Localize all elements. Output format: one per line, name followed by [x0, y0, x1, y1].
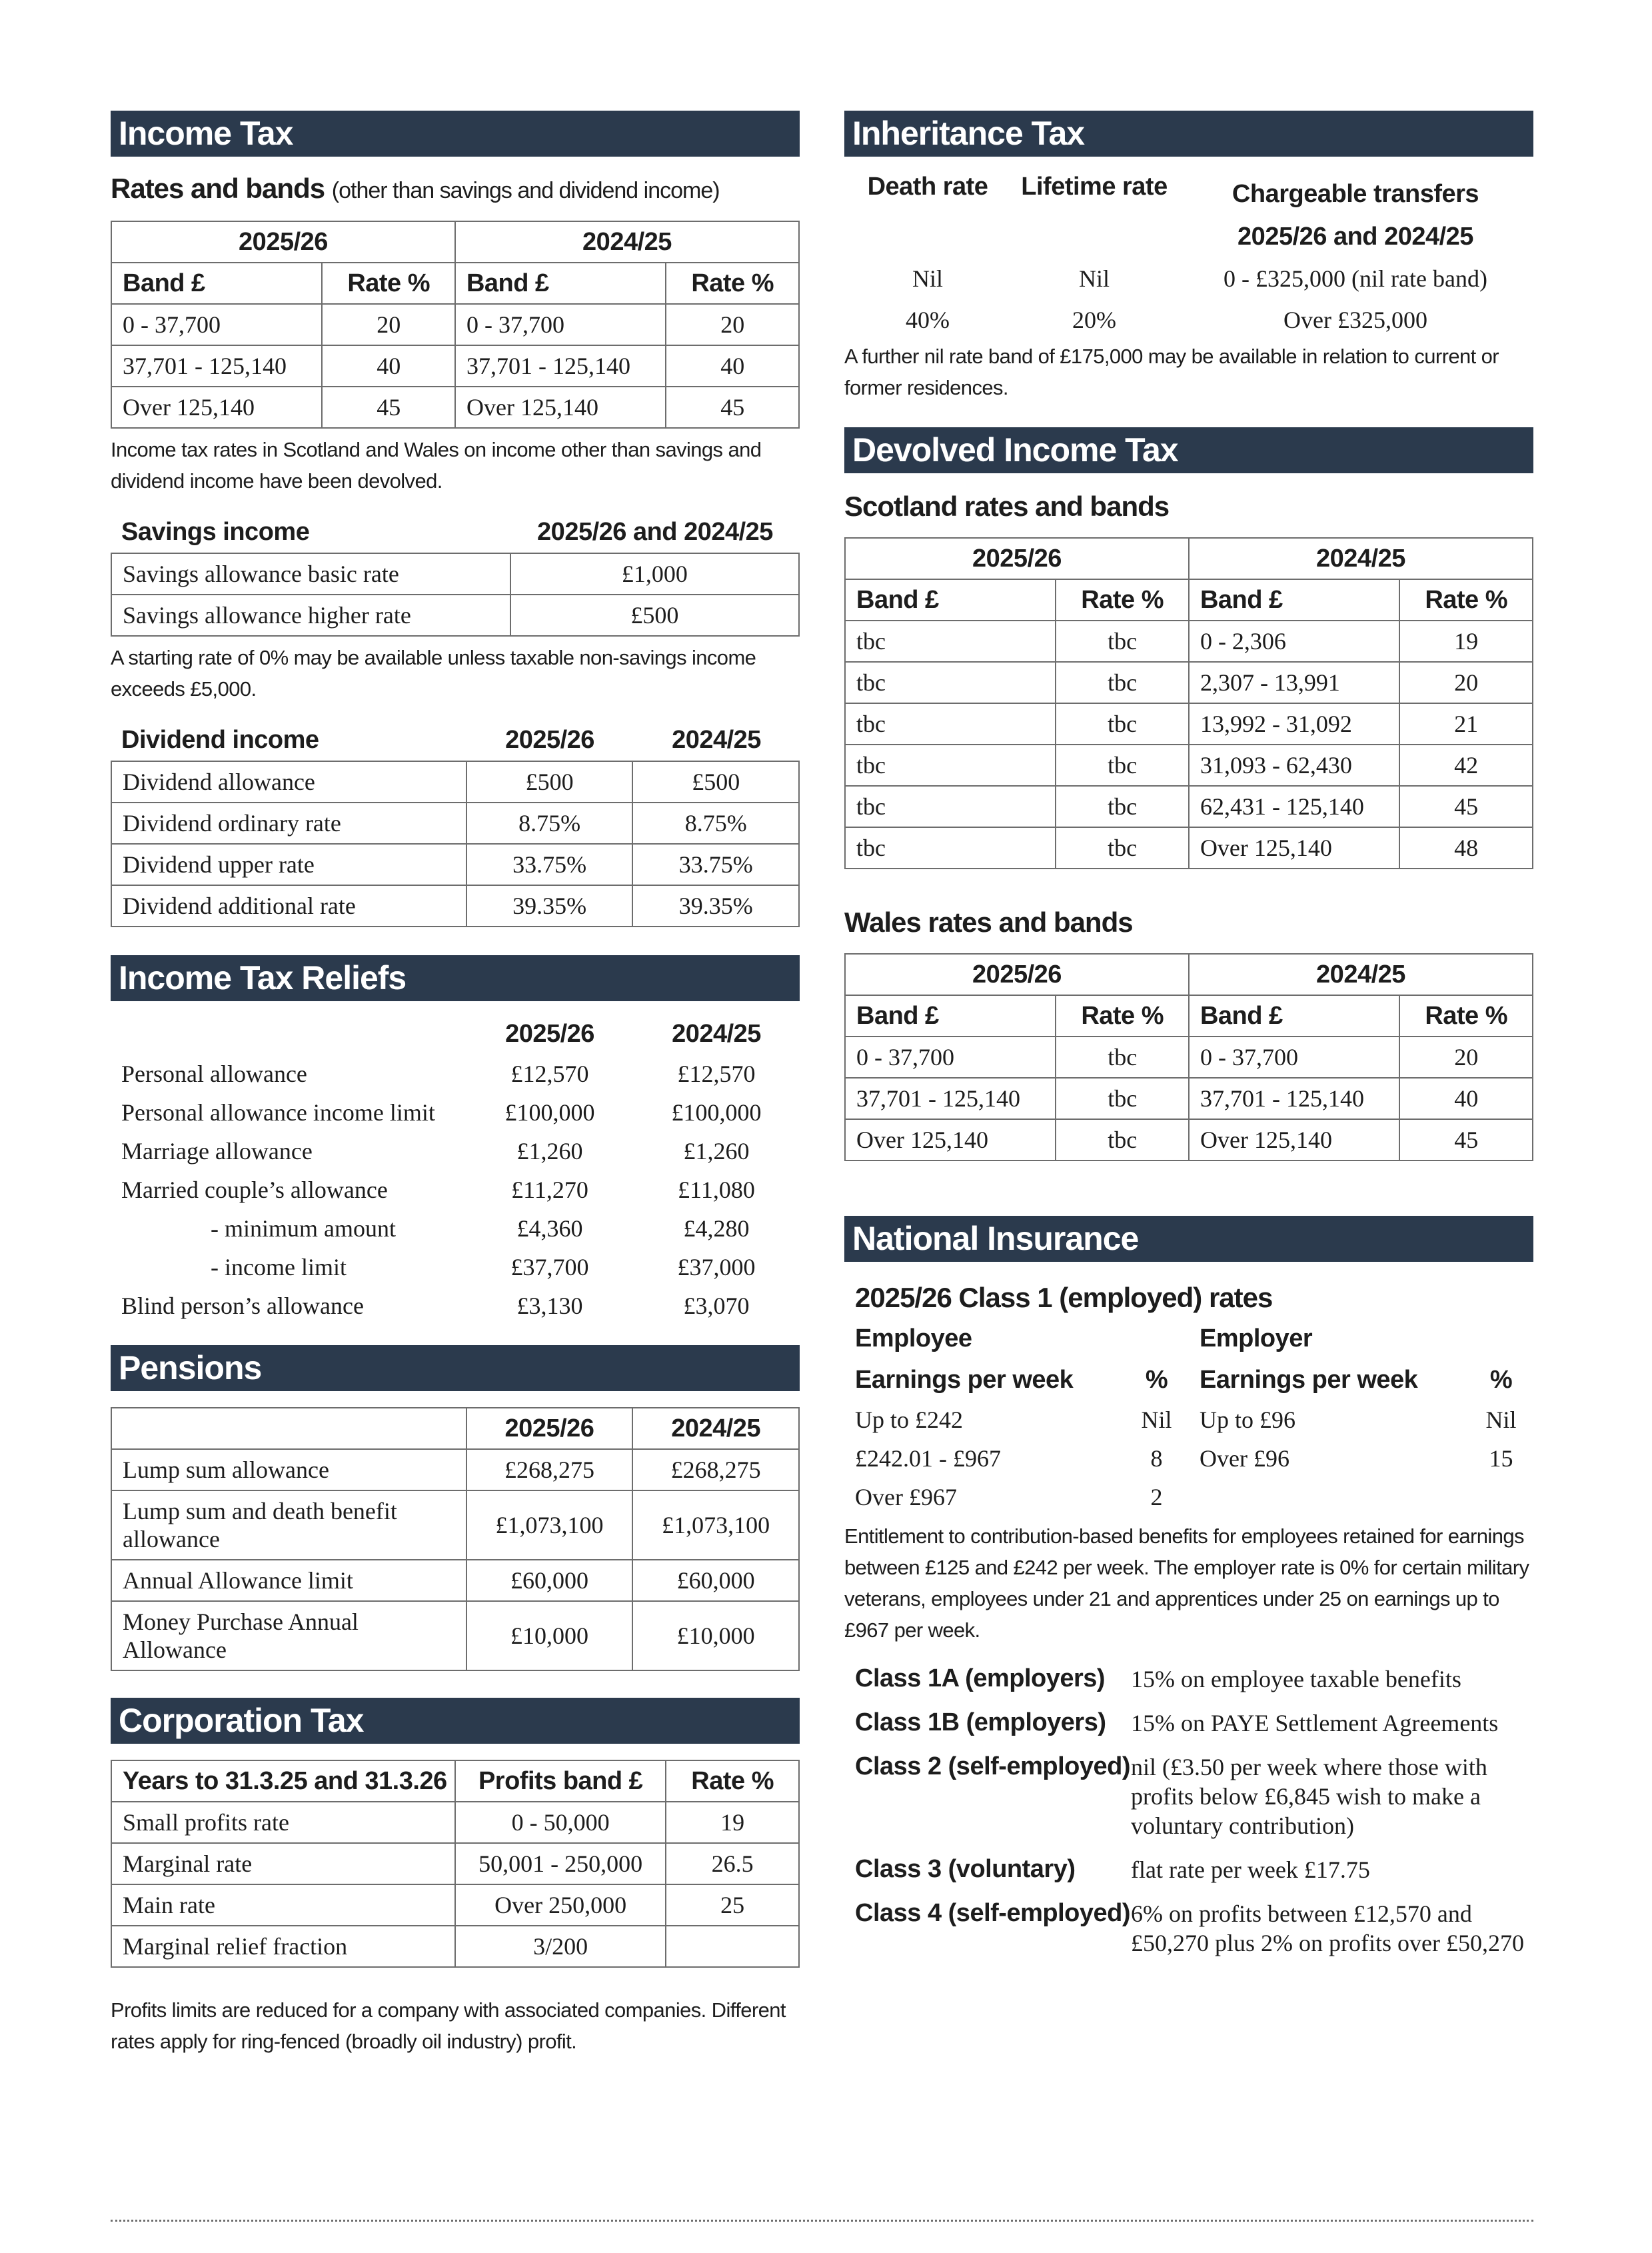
rates-bands-title: Rates and bands [111, 173, 325, 204]
rates-bands-note: (other than savings and dividend income) [331, 178, 720, 203]
cell: Up to £242 [855, 1406, 963, 1433]
savings-note: A starting rate of 0% may be available unless taxable non-savings income exceeds £5,000. [111, 646, 756, 701]
cell: Over 125,140 [455, 387, 666, 428]
col-band: Band £ [455, 263, 666, 304]
cell: £268,275 [632, 1449, 799, 1490]
year-header: 2025/26 [505, 1019, 594, 1048]
cell: £500 [510, 595, 799, 636]
corporation-header: Corporation Tax [111, 1698, 800, 1744]
year-header: 2024/25 [1189, 538, 1533, 579]
table-row [111, 1132, 800, 1170]
col-chargeable-title: Chargeable transfers [1232, 180, 1479, 208]
year-header: 2025/26 [845, 538, 1189, 579]
col-band: Band £ [1189, 579, 1399, 621]
cell: tbc [1056, 1119, 1189, 1160]
col-rate: Rate % [1056, 995, 1189, 1037]
cell: Class 3 (voluntary) [855, 1855, 1076, 1883]
cell: 2 [1150, 1484, 1163, 1510]
cell: Nil [1485, 1406, 1517, 1433]
cell: - income limit [211, 1254, 347, 1280]
cell: £3,130 [516, 1292, 583, 1319]
employer-label: Employer [1200, 1324, 1313, 1352]
cell: Dividend allowance [111, 761, 466, 803]
scotland-table [844, 537, 1533, 869]
table-row [111, 595, 799, 636]
cell: 37,701 - 125,140 [1189, 1078, 1399, 1119]
cell: 0 - 37,700 [111, 304, 322, 345]
table-row [111, 1884, 799, 1926]
table-row [845, 786, 1533, 827]
cell: tbc [1056, 1078, 1189, 1119]
cell: Class 1A (employers) [855, 1664, 1106, 1692]
cell: Savings allowance higher rate [111, 595, 510, 636]
cell: 40% [906, 307, 950, 333]
cell: Over £96 [1200, 1445, 1289, 1472]
cell: £500 [466, 761, 633, 803]
cell: 37,701 - 125,140 [111, 345, 322, 387]
cell: 45 [1399, 1119, 1533, 1160]
table-row [844, 1400, 1533, 1439]
cell: tbc [1056, 786, 1189, 827]
reliefs-table [111, 1013, 800, 1325]
cell: 48 [1399, 827, 1533, 869]
cell: Main rate [111, 1884, 455, 1926]
ni-class1-heading: 2025/26 Class 1 (employed) rates [855, 1282, 1273, 1313]
cell: 45 [322, 387, 455, 428]
ni-classes-table [844, 1660, 1533, 1968]
cell: £37,000 [677, 1254, 756, 1280]
cell: Personal allowance [121, 1061, 307, 1087]
table-row [845, 621, 1533, 662]
cell: Married couple’s allowance [121, 1176, 388, 1203]
cell: £4,280 [683, 1215, 750, 1242]
table-row [845, 1119, 1533, 1160]
col-earnings: Earnings per week [1200, 1365, 1418, 1394]
cell: 40 [666, 345, 799, 387]
cell: £1,073,100 [466, 1490, 633, 1560]
cell: £3,070 [683, 1292, 750, 1319]
year-header: 2024/25 [672, 1019, 761, 1048]
cell: Class 1B (employers) [855, 1708, 1106, 1736]
cell: tbc [845, 703, 1056, 745]
table-row [111, 1093, 800, 1132]
cell: tbc [845, 745, 1056, 786]
cell: 39.35% [632, 885, 799, 927]
cell: - minimum amount [211, 1215, 396, 1242]
cell: Annual Allowance limit [111, 1560, 466, 1601]
cell: 20 [1399, 1037, 1533, 1078]
col-rate: Rate % [1399, 995, 1533, 1037]
year-header: 2025/26 [845, 954, 1189, 995]
ni-class1-table [844, 1318, 1533, 1516]
cell [666, 1926, 799, 1967]
year-header: 2025/26 [111, 221, 455, 263]
corporation-table [111, 1760, 800, 1968]
table-row [845, 662, 1533, 703]
cell: tbc [845, 621, 1056, 662]
cell: 2,307 - 13,991 [1189, 662, 1399, 703]
table-row [111, 1248, 800, 1286]
table-row [111, 1449, 799, 1490]
cell: Savings allowance basic rate [111, 553, 510, 595]
cell: £11,270 [511, 1176, 588, 1203]
cell: £60,000 [466, 1560, 633, 1601]
col-years: Years to 31.3.25 and 31.3.26 [111, 1760, 455, 1802]
cell: Dividend additional rate [111, 885, 466, 927]
year-header: 2024/25 [672, 725, 761, 754]
cell: Dividend upper rate [111, 844, 466, 885]
col-earnings: Earnings per week [855, 1365, 1074, 1394]
table-row [111, 387, 799, 428]
cell: Money Purchase Annual Allowance [111, 1601, 466, 1670]
cell: £12,570 [510, 1061, 589, 1087]
cell: Dividend ordinary rate [111, 803, 466, 844]
cell: flat rate per week £17.75 [1131, 1856, 1370, 1883]
right-column [844, 111, 1533, 1968]
devolved-header: Devolved Income Tax [844, 427, 1533, 473]
cell: 8 [1150, 1445, 1163, 1472]
cell: £1,000 [510, 553, 799, 595]
table-row [111, 761, 799, 803]
cell: Over 125,140 [111, 387, 322, 428]
table-row [844, 1439, 1533, 1478]
cell: 37,701 - 125,140 [455, 345, 666, 387]
cell: tbc [1056, 827, 1189, 869]
col-percent: % [1489, 1365, 1513, 1394]
cell: £100,000 [671, 1099, 762, 1126]
savings-header [111, 511, 800, 553]
cell: 15% on employee taxable benefits [1131, 1666, 1461, 1692]
cell: tbc [845, 662, 1056, 703]
reliefs-header: Income Tax Reliefs [111, 955, 800, 1001]
cell: 8.75% [632, 803, 799, 844]
table-row [845, 827, 1533, 869]
col-death-rate: Death rate [867, 173, 988, 201]
table-row [844, 258, 1533, 299]
employee-label: Employee [855, 1324, 972, 1352]
cell: 0 - 2,306 [1189, 621, 1399, 662]
cell: 62,431 - 125,140 [1189, 786, 1399, 827]
year-header: 2025/26 [505, 725, 594, 754]
col-chargeable-transfers [1178, 173, 1533, 258]
table-row [111, 345, 799, 387]
income-tax-table [111, 221, 800, 429]
col-rate: Rate % [666, 263, 799, 304]
cell: 0 - 37,700 [1189, 1037, 1399, 1078]
table-row [111, 885, 799, 927]
pensions-table [111, 1407, 800, 1671]
year-header: 2024/25 [455, 221, 799, 263]
year-header: 2024/25 [1189, 954, 1533, 995]
cell: 19 [1399, 621, 1533, 662]
cell: tbc [1056, 745, 1189, 786]
cell: Over 125,140 [845, 1119, 1056, 1160]
table-row [111, 1560, 799, 1601]
cell: tbc [1056, 703, 1189, 745]
col-rate: Rate % [322, 263, 455, 304]
savings-year-header: 2025/26 and 2024/25 [537, 517, 773, 546]
cell: £1,260 [516, 1138, 583, 1164]
inheritance-note: A further nil rate band of £175,000 may be available in relation to current or former residences. [844, 345, 1499, 399]
wales-table [844, 953, 1533, 1161]
dividend-label: Dividend income [121, 725, 319, 754]
cell: £242.01 - £967 [855, 1445, 1001, 1472]
table-row [111, 1802, 799, 1843]
cell: 6% on profits between £12,570 and £50,270 plus 2% on profits over £50,270 [1131, 1900, 1524, 1956]
cell: Marginal relief fraction [111, 1926, 455, 1967]
rates-bands-heading [111, 173, 800, 205]
cell: £10,000 [632, 1601, 799, 1670]
table-row [844, 1851, 1533, 1895]
cell: Personal allowance income limit [121, 1099, 435, 1126]
cell: £268,275 [466, 1449, 633, 1490]
cell: tbc [1056, 1037, 1189, 1078]
table-row [111, 1209, 800, 1248]
savings-label: Savings income [121, 517, 310, 546]
cell: Small profits rate [111, 1802, 455, 1843]
cell: 40 [1399, 1078, 1533, 1119]
cell: 20 [1399, 662, 1533, 703]
cell: 0 - 37,700 [845, 1037, 1056, 1078]
cell: £4,360 [516, 1215, 583, 1242]
cell: Over £325,000 [1283, 307, 1427, 333]
col-band: Band £ [845, 995, 1056, 1037]
cell: 15 [1489, 1445, 1513, 1472]
cell: 3/200 [455, 1926, 666, 1967]
cell: Marginal rate [111, 1843, 455, 1884]
table-row [111, 803, 799, 844]
cell: 19 [666, 1802, 799, 1843]
dividend-header [111, 719, 800, 761]
cell: tbc [1056, 621, 1189, 662]
cell: 13,992 - 31,092 [1189, 703, 1399, 745]
table-row [111, 1490, 799, 1560]
cell: 15% on PAYE Settlement Agreements [1131, 1710, 1499, 1736]
left-column [111, 111, 800, 2057]
cell: 50,001 - 250,000 [455, 1843, 666, 1884]
cell: 0 - 37,700 [455, 304, 666, 345]
table-row [111, 1843, 799, 1884]
col-rate: Rate % [666, 1760, 799, 1802]
cell: tbc [1056, 662, 1189, 703]
col-rate: Rate % [1399, 579, 1533, 621]
pensions-header: Pensions [111, 1345, 800, 1391]
cell: Blind person’s allowance [121, 1292, 364, 1319]
cell: Class 2 (self-employed) [855, 1752, 1130, 1780]
cell: 39.35% [466, 885, 633, 927]
cell: £12,570 [677, 1061, 756, 1087]
col-percent: % [1145, 1365, 1168, 1394]
table-row [111, 553, 799, 595]
cell: Nil [912, 265, 943, 292]
cell: Nil [1141, 1406, 1172, 1433]
table-row [111, 1286, 800, 1325]
col-band: Band £ [1189, 995, 1399, 1037]
cell: 20 [666, 304, 799, 345]
table-row [845, 703, 1533, 745]
cell: tbc [845, 786, 1056, 827]
cell: 45 [1399, 786, 1533, 827]
cell: 26.5 [666, 1843, 799, 1884]
cell: Class 4 (self-employed) [855, 1899, 1130, 1927]
col-lifetime-rate: Lifetime rate [1021, 173, 1168, 201]
table-row [844, 1660, 1533, 1704]
cell: £37,700 [510, 1254, 589, 1280]
cell: £1,260 [683, 1138, 750, 1164]
income-tax-note: Income tax rates in Scotland and Wales on income other than savings and dividend income have been devolved. [111, 438, 762, 493]
cell: Over 125,140 [1189, 827, 1399, 869]
cell: 42 [1399, 745, 1533, 786]
cell: Lump sum allowance [111, 1449, 466, 1490]
wales-heading: Wales rates and bands [844, 907, 1133, 938]
table-row [111, 304, 799, 345]
cell: £60,000 [632, 1560, 799, 1601]
cell: £500 [632, 761, 799, 803]
table-row [111, 844, 799, 885]
year-header: 2024/25 [632, 1408, 799, 1449]
cell: 40 [322, 345, 455, 387]
table-row [111, 1055, 800, 1093]
table-row [111, 1170, 800, 1209]
col-band: Band £ [111, 263, 322, 304]
cell: 0 - 50,000 [455, 1802, 666, 1843]
table-row [844, 1704, 1533, 1748]
cell: 31,093 - 62,430 [1189, 745, 1399, 786]
year-header: 2025/26 [466, 1408, 633, 1449]
cell: 20% [1072, 307, 1116, 333]
cell: 37,701 - 125,140 [845, 1078, 1056, 1119]
col-rate: Rate % [1056, 579, 1189, 621]
col-chargeable-years: 2025/26 and 2024/25 [1238, 223, 1473, 251]
table-row [844, 1478, 1533, 1516]
table-row [845, 1037, 1533, 1078]
cell: 45 [666, 387, 799, 428]
col-band: Band £ [845, 579, 1056, 621]
ni-header: National Insurance [844, 1216, 1533, 1262]
cell: Marriage allowance [121, 1138, 313, 1164]
cell: Nil [1078, 265, 1110, 292]
col-profits-band: Profits band £ [455, 1760, 666, 1802]
inheritance-header: Inheritance Tax [844, 111, 1533, 157]
dividend-table [111, 761, 800, 927]
inheritance-table [844, 173, 1533, 341]
cell: 33.75% [466, 844, 633, 885]
table-row [844, 299, 1533, 341]
cell: Lump sum and death benefit allowance [111, 1490, 466, 1560]
cell: £100,000 [504, 1099, 595, 1126]
cell: Over 125,140 [1189, 1119, 1399, 1160]
cell: Over 250,000 [455, 1884, 666, 1926]
cell: £1,073,100 [632, 1490, 799, 1560]
ni-note: Entitlement to contribution-based benefits for employees retained for earnings between £125 and £242 per week. The employer rate is 0% for certain military veterans, employees under 21 and apprentices under 25 on earnings up to £967 per week. [844, 1524, 1529, 1642]
table-row [844, 1748, 1533, 1851]
table-row [111, 1926, 799, 1967]
corporation-note: Profits limits are reduced for a company with associated companies. Different rates apply for ring-fenced (broadly oil industry) profit. [111, 1998, 786, 2053]
cell: £10,000 [466, 1601, 633, 1670]
table-row [844, 1895, 1533, 1968]
table-row [845, 1078, 1533, 1119]
cell: tbc [845, 827, 1056, 869]
cell: 8.75% [466, 803, 633, 844]
cell: 20 [322, 304, 455, 345]
income-tax-header: Income Tax [111, 111, 800, 157]
footer-divider [111, 2220, 1533, 2222]
cell: 33.75% [632, 844, 799, 885]
cell: nil (£3.50 per week where those with profits below £6,845 wish to make a voluntary contribution) [1131, 1754, 1487, 1839]
cell: 0 - £325,000 (nil rate band) [1224, 265, 1487, 292]
savings-table [111, 553, 800, 637]
cell: Up to £96 [1200, 1406, 1295, 1433]
table-row [845, 745, 1533, 786]
cell: Over £967 [855, 1484, 957, 1510]
table-row [111, 1601, 799, 1670]
cell: £11,080 [678, 1176, 755, 1203]
cell: 25 [666, 1884, 799, 1926]
scotland-heading: Scotland rates and bands [844, 491, 1170, 522]
cell: 21 [1399, 703, 1533, 745]
